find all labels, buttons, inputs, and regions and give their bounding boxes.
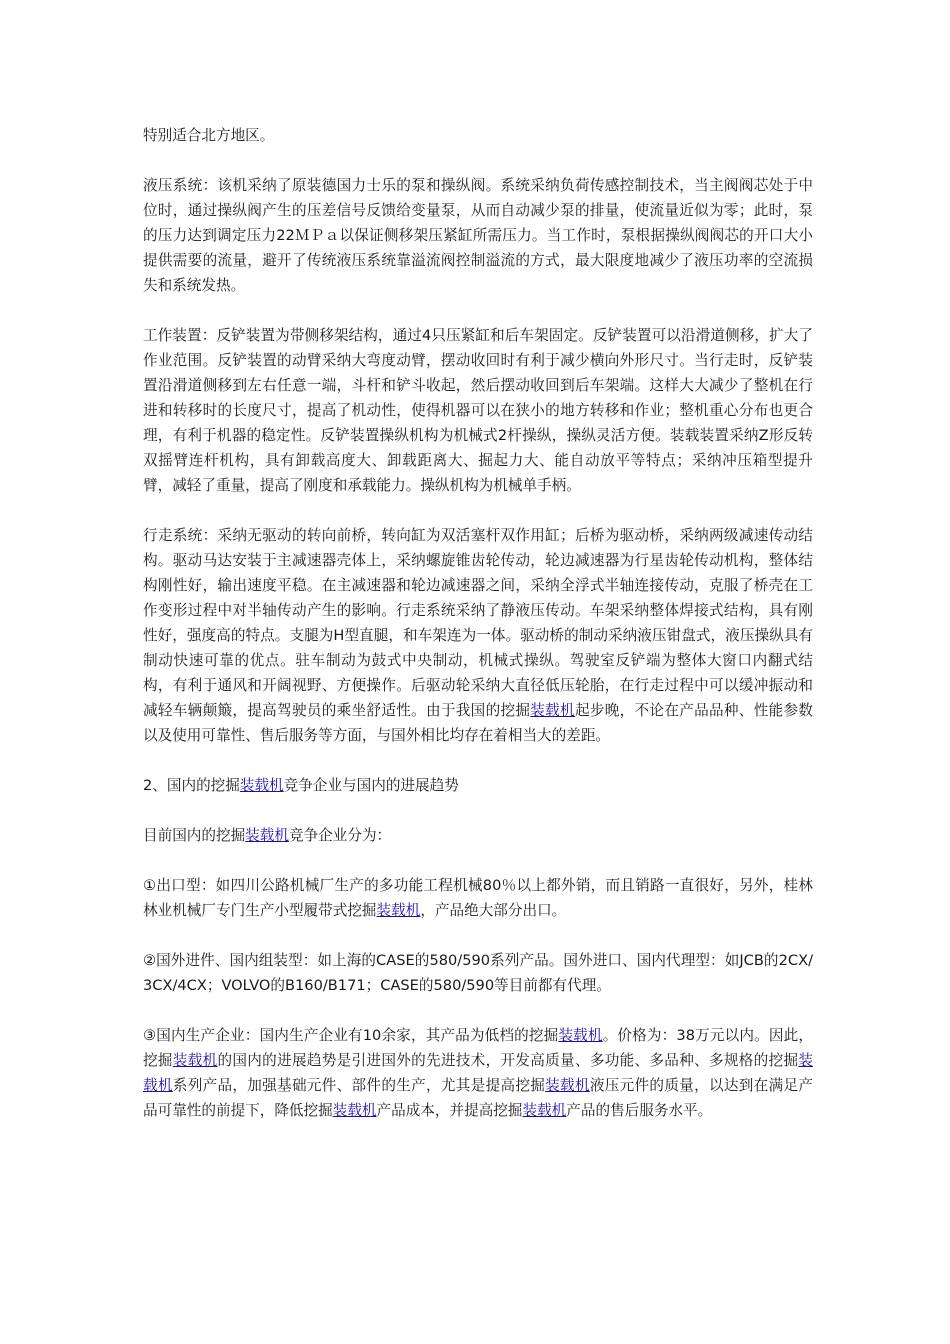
paragraph-text: 起步晚，不论在产品品种、性能参数以及使用可靠性、售后服务等方面，与国外相比均存在着相当大的差距。 — [143, 702, 813, 744]
document-body — [143, 123, 813, 1148]
keyword-link[interactable]: 装载机 — [558, 1027, 603, 1044]
paragraph — [143, 948, 813, 998]
keyword-link[interactable]: 装载机 — [545, 1077, 590, 1094]
paragraph — [143, 823, 813, 848]
paragraph-text: 目前国内的挖掘 — [143, 827, 246, 844]
paragraph-text: 的国内的进展趋势是引进国外的先进技术，开发高质量、多功能、多品种、多规格的挖掘 — [217, 1052, 799, 1069]
paragraph — [143, 523, 813, 748]
keyword-link[interactable]: 装载机 — [530, 702, 575, 719]
paragraph-text: 系列产品，加强基础元件、部件的生产，尤其是提高挖掘 — [172, 1077, 546, 1094]
paragraph-text: 竞争企业分为： — [288, 827, 392, 844]
paragraph — [143, 773, 813, 798]
paragraph-text: 竞争企业与国内的进展趋势 — [283, 777, 459, 794]
keyword-link[interactable]: 装载机 — [376, 902, 421, 919]
paragraph-text: 2、国内的挖掘 — [143, 777, 240, 794]
paragraph-text: 工作装置：反铲装置为带侧移架结构，通过4只压紧缸和后车架固定。反铲装置可以沿滑道侧移，扩大了作业范围。反铲装置的动臂采纳大弯度动臂，摆动收回时有利于减少横向外形尺寸。当行走时，反铲装置沿滑道侧移到左右任意一端，斗杆和铲斗收起，然后摆动收回到后车架端。这样大大减少了整机在行进和转移时的长度尺寸，提高了机动性，使得机器可以在狭小的地方转移和作业；整机重心分布也更合理，有利于机器的稳定性。反铲装置操纵机构为机械式2杆操纵，操纵灵活方便。装载装置采纳Z形反转双摇臂连杆机构，具有卸载高度大、卸载距离大、掘起力大、能自动放平等特点；采纳冲压箱型提升臂，减轻了重量，提高了刚度和承载能力。操纵机构为机械单手柄。 — [143, 327, 813, 494]
keyword-link[interactable]: 装载机 — [172, 1052, 218, 1069]
paragraph — [143, 873, 813, 923]
keyword-link[interactable]: 装载机 — [239, 777, 284, 794]
keyword-link[interactable]: 装载机 — [245, 827, 289, 844]
keyword-link[interactable]: 装载机 — [143, 1052, 813, 1094]
keyword-link[interactable]: 装载机 — [332, 1102, 377, 1119]
paragraph-text: ②国外进件、国内组装型：如上海的CASE的580/590系列产品。国外进口、国内代理型：如JCB的2CX/3CX/4CX；VOLVO的B160/B171；CASE的580/590等目前都有代理。 — [143, 952, 813, 994]
paragraph-text: 液压元件的质量，以达到在满足产品可靠性的前提下，降低挖掘 — [143, 1077, 813, 1119]
paragraph-text: 液压系统：该机采纳了原装德国力士乐的泵和操纵阀。系统采纳负荷传感控制技术，当主阀阀芯处于中位时，通过操纵阀产生的压差信号反馈给变量泵，从而自动减少泵的排量，使流量近似为零；此时，泵的压力达到调定压力22ＭＰａ以保证侧移架压紧缸所需压力。当工作时，泵根据操纵阀阀芯的开口大小提供需要的流量，避开了传统液压系统靠溢流阀控制溢流的方式，最大限度地减少了液压功率的空流损失和系统发热。 — [143, 177, 813, 294]
paragraph — [143, 1023, 813, 1123]
paragraph-text: 行走系统：采纳无驱动的转向前桥，转向缸为双活塞杆双作用缸；后桥为驱动桥，采纳两级减速传动结构。驱动马达安装于主减速器壳体上，采纳螺旋锥齿轮传动，轮边减速器为行星齿轮传动机构，整体结构刚性好，输出速度平稳。在主减速器和轮边减速器之间，采纳全浮式半轴连接传动，克服了桥壳在工作变形过程中对半轴传动产生的影响。行走系统采纳了静液压传动。车架采纳整体焊接式结构，具有刚性好，强度高的特点。支腿为H型直腿，和车架连为一体。驱动桥的制动采纳液压钳盘式，液压操纵具有制动快速可靠的优点。驻车制动为鼓式中央制动，机械式操纵。驾驶室反铲端为整体大窗口内翻式结构，有利于通风和开阔视野、方便操作。后驱动轮采纳大直径低压轮胎，在行走过程中可以缓冲振动和减轻车辆颠簸，提高驾驶员的乘坐舒适性。由于我国的挖掘 — [143, 527, 813, 719]
paragraph-text: 特别适合北方地区。 — [143, 127, 275, 144]
paragraph-text: ③国内生产企业：国内生产企业有10余家，其产品为低档的挖掘 — [143, 1027, 559, 1044]
paragraph — [143, 173, 813, 298]
paragraph — [143, 323, 813, 498]
paragraph-text: 产品的售后服务水平。 — [566, 1102, 713, 1119]
paragraph-text: 。价格为：38万元以内。因此，挖掘 — [143, 1027, 813, 1069]
keyword-link[interactable]: 装载机 — [522, 1102, 567, 1119]
paragraph-text: ，产品绝大部分出口。 — [420, 902, 567, 919]
paragraph-text: 产品成本，并提高挖掘 — [376, 1102, 523, 1119]
paragraph-text: ①出口型：如四川公路机械厂生产的多功能工程机械80％以上都外销，而且销路一直很好，另外，桂林林业机械厂专门生产小型履带式挖掘 — [143, 877, 813, 919]
paragraph — [143, 123, 813, 148]
